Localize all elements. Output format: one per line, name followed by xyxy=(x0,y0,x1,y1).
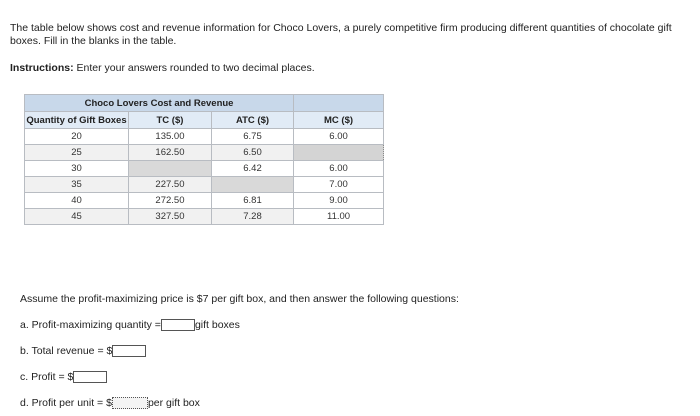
cell-q: 40 xyxy=(25,193,129,209)
cell-mc: 6.00 xyxy=(294,129,384,145)
cell-tc: 135.00 xyxy=(129,129,212,145)
question-d-label: d. Profit per unit = $ xyxy=(20,397,112,409)
instructions-label: Instructions: xyxy=(10,62,74,74)
question-d xyxy=(20,397,200,409)
question-a-label: a. Profit-maximizing quantity = xyxy=(20,319,161,331)
total-revenue-input[interactable] xyxy=(112,345,146,357)
question-c xyxy=(20,371,107,383)
table-row xyxy=(25,129,384,145)
question-d-suffix: per gift box xyxy=(147,397,200,409)
table-row xyxy=(25,193,384,209)
cell-q: 30 xyxy=(25,161,129,177)
cell-mc: 9.00 xyxy=(294,193,384,209)
cell-tc: 327.50 xyxy=(129,209,212,225)
cell-mc: 11.00 xyxy=(294,209,384,225)
cost-revenue-table xyxy=(24,94,384,225)
cell-q: 20 xyxy=(25,129,129,145)
cell-tc: 227.50 xyxy=(129,177,212,193)
table-caption: Choco Lovers Cost and Revenue xyxy=(25,95,294,112)
cell-q: 45 xyxy=(25,209,129,225)
cell-atc: 6.75 xyxy=(211,129,293,145)
table-row xyxy=(25,209,384,225)
cell-q: 25 xyxy=(25,145,129,161)
profit-input[interactable] xyxy=(73,371,107,383)
cell-atc: 7.28 xyxy=(211,209,293,225)
tc-input-30[interactable] xyxy=(129,161,212,177)
cell-mc: 6.00 xyxy=(294,161,384,177)
cell-tc: 162.50 xyxy=(129,145,212,161)
question-a xyxy=(20,319,240,331)
header-atc: ATC ($) xyxy=(211,112,293,129)
cell-q: 35 xyxy=(25,177,129,193)
header-mc: MC ($) xyxy=(294,112,384,129)
question-prompt: Assume the profit-maximizing price is $7 per gift box, and then answer the following questions: xyxy=(20,293,459,305)
instructions-text: Enter your answers rounded to two decimal places. xyxy=(73,62,315,74)
instructions xyxy=(10,62,315,75)
table-row xyxy=(25,145,384,161)
atc-input-35[interactable] xyxy=(211,177,293,193)
table-row xyxy=(25,161,384,177)
question-b-label: b. Total revenue = $ xyxy=(20,345,113,357)
cell-mc: 7.00 xyxy=(294,177,384,193)
question-b xyxy=(20,345,146,357)
question-c-label: c. Profit = $ xyxy=(20,371,74,383)
intro-text: The table below shows cost and revenue information for Choco Lovers, a purely competitive firm producing different quantities of chocolate gift boxes. Fill in the blanks in the table. xyxy=(10,22,672,47)
question-a-suffix: gift boxes xyxy=(194,319,240,331)
caption-spacer xyxy=(294,95,384,112)
cell-atc: 6.50 xyxy=(211,145,293,161)
cell-atc: 6.81 xyxy=(211,193,293,209)
cell-atc: 6.42 xyxy=(211,161,293,177)
table-row xyxy=(25,177,384,193)
profit-max-quantity-input[interactable] xyxy=(161,319,195,331)
profit-per-unit-input[interactable] xyxy=(112,397,148,409)
header-tc: TC ($) xyxy=(129,112,212,129)
header-quantity: Quantity of Gift Boxes xyxy=(25,112,129,129)
mc-input-25[interactable] xyxy=(294,145,384,161)
cell-tc: 272.50 xyxy=(129,193,212,209)
